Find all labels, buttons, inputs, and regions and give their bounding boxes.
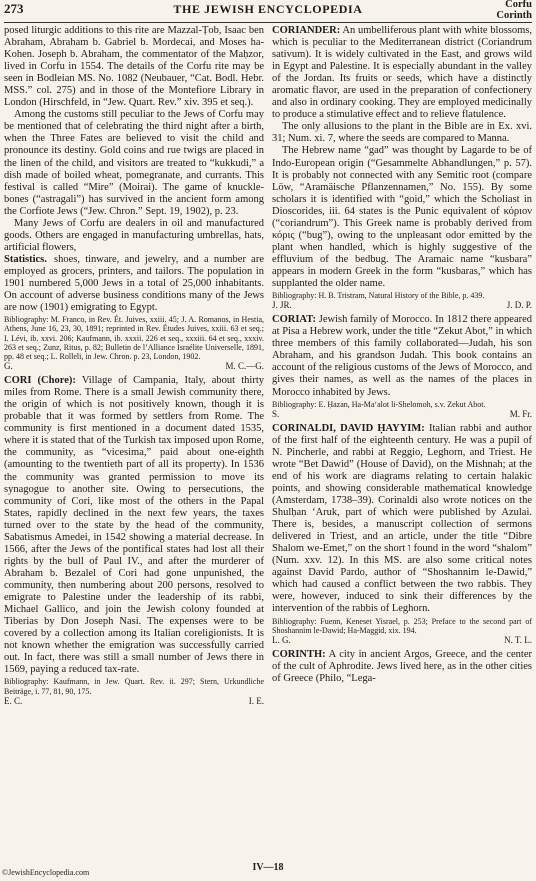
cori-article bbox=[4, 375, 264, 676]
headword-coriander: CORIANDER: bbox=[272, 25, 341, 36]
coriander-bible: The only allusions to the plant in the Bible are in Ex. xvi. 31; Num. xi. 7, where the seeds are compared to Manna. bbox=[272, 121, 532, 145]
coriat-text: Jewish family of Morocco. In 1812 there appeared at Pisa a Hebrew work, under the title “Zekut Abot,” in which three members of this family collaborated—Judah, his son Abraham, and his grandson Judah. This book contains an account of the religious customs of the Jews of Morocco, and gives their names, as well as the names of the places in Morocco inhabited by Jews. bbox=[272, 314, 533, 398]
signature-author: I. E. bbox=[248, 695, 264, 706]
corinaldi-signature bbox=[272, 635, 532, 646]
coriander-etymology: The Hebrew name “gad” was thought by Lagarde to be of Indo-European origin (“Gesammelte Abhandlungen,” p. 57). It is probably not connected with any Semitic root (compare Löw, “Aramäische Pflanzennamen,” No. 155). By some scholars it is identified with “goid,” which the Scholiast in Dioscorides, iii. 64 states is the Punic equivalent of κόριον (“coriandrum”). This Greek name is probably derived from κόρις (“bug”), owing to the unpleasant odor emitted by the plant when handled, which is highly suggestive of the effluvium of the bedbug. The Aramaic name “kusbara” appears in modern Greek in the form “kusbaras,” which has supplanted the older name. bbox=[272, 145, 532, 289]
cori-signature bbox=[4, 696, 264, 707]
left-column bbox=[4, 25, 264, 710]
right-column bbox=[272, 25, 532, 685]
signature-initials: G. bbox=[4, 361, 13, 372]
side-label-statistics: Statistics. bbox=[4, 253, 47, 265]
corfu-paragraph-customs: Among the customs still peculiar to the Jews of Corfu may be mentioned that of celebrating the third night after a birth, when the Three Fates are believed to visit the child and pronounce its destiny. Gold coins and rue twigs are placed in the linen of the child, and visitors are treated to “kukkudi,” a dish made of boiled wheat, pomegranate, and currants. This festival is called “Mire” (Moirai). The game of knuckle-bones (“astragali”) has survived in the ancient form among the Corfiote Jews (“Jew. Chron.” Sept. 19, 1902), p. 23. bbox=[4, 109, 264, 217]
coriat-signature bbox=[272, 409, 532, 420]
corinaldi-bibliography: Bibliography: Fuenn, Keneset Yisrael, p. 253; Preface to the second part of Shoshannim le-Dawid; Ha-Maggid, xix. 194. bbox=[272, 616, 532, 635]
headword-corinth: CORINTH: bbox=[272, 648, 326, 660]
coriander-text: An umbelliferous plant with white blossoms, which is peculiar to the Mediterranean district (Coriandrum sativum). It is widely cultivated in the East, and grows wild in Egypt and Palestine. It is especially abundant in the valley of the Jordan. Its fruits or seeds, which have a distinctly aromatic flavor, are used in the preparation of confectionery and also in ordinary cooking. They are employed medicinally to produce a stimulative effect and to relieve flatulence. bbox=[272, 25, 532, 121]
corfu-paragraph-rite: posed liturgic additions to this rite are Mazzal-Ṭob, Isaac ben Abraham, Abraham b. Gabriel b. Mordecai, and Moses ha-Kohen. Joseph b. Abraham, the commentator of the Maḥzor, lived in Corfu in 1554. The details of the Corfu rite may be seen in Bodleian MS. No. 1082 (Neubauer, “Cat. Bodl. Hebr. MSS.” col. 275) and in those of the Montefiore Library in London (Hirschfeld, in “Jew. Quart. Rev.” xiv. 395 et seq.). bbox=[4, 25, 264, 109]
corfu-bibliography: Bibliography: M. Franco, in Rev. Ét. Juives, xxiii. 45; J. A. Romanos, in Hestia, Athens, June 16, 23, 30, 1891; reprinted in Rev. Études Juives, xxiii. 63 et seq.; I. Lévi, ib. xxvi. 206; Kaufmann, ib. xxxii. 226 et seq., xxxiii. 64 et seq., xxxiv. 263 et seq.; Zunz, Ritus, p. 82; Bulletin de l’Alliance Israélite Universelle, 1891, pp. 48 et seq.; L. Rolleli, in Jew. Chron. p. 23, London, 1902. bbox=[4, 315, 264, 361]
signature-initials: E. C. bbox=[4, 695, 23, 706]
copyright-link[interactable]: ©JewishEncyclopedia.com bbox=[2, 868, 90, 877]
corfu-paragraph-trades: Many Jews of Corfu are dealers in oil and manufactured goods. Others are engaged in manufacturing umbrellas, hats, artificial flowers, bbox=[4, 217, 264, 253]
statistics-text: shoes, tinware, and jewelry, and a number are employed as grocers, printers, and tailors. The population in 1901 numbered 5,000 Jews in a total of 25,000 inhabitants. On account of adverse business conditions many of the Jews are now (1901) emigrating to Egypt. bbox=[4, 253, 264, 314]
coriat-bibliography: Bibliography: E. Ḥazan, Ha-Ma‘alot li-Shelomoh, s.v. Zekut Abot. bbox=[272, 399, 486, 409]
coriander-bibliography: Bibliography: H. B. Tristram, Natural History of the Bible, p. 439. bbox=[272, 291, 485, 301]
signature-author: J. D. P. bbox=[506, 300, 532, 311]
catchwords bbox=[496, 0, 532, 21]
cori-bibliography: Bibliography: Kaufmann, in Jew. Quart. Rev. ii. 297; Stern, Urkundliche Beiträge, i. 77, 81, 90, 175. bbox=[4, 677, 264, 696]
cori-text: Village of Campania, Italy, about thirty miles from Rome. There is a small Jewish community there, the origin of which is not positively known, though it is probable that it was formed by settlers from Rome. The community is first mentioned in a document dated 1535, where it is stated that of the Turkish tax imposed upon Rome, the community, as “vicesima,” paid about one-eighth (amounting to the twentieth part of all its property). In 1536 the community was granted permission to move its synagogue to another site. Owing to persecutions, the community of Cori, like most of the others in the Papal States, rapidly declined in the next few years, the taxes turned over to the state by the head of the community, Sabatismus Amedei, in 1542 showing a material decrease. In 1566, after the Jews of the pontifical states had lost all their rights by the bull of Paul IV., and after the murderer of Abraham b. Bezalel of Cori had gone unpunished, the community, then numbering about 200 persons, resolved to emigrate to Palestine under the leadership of its rabbi, Michael Gallico, and join the Jewish colony founded at Tiberias by Don Joseph Nasi. The expenses were to be covered by a collection among its Italian coreligionists. It is not known whether the emigration was successfully carried out. In fact, there was still a small number of Jews there in 1569, paying a reduced tax-rate. bbox=[4, 375, 264, 676]
corinaldi-text: Italian rabbi and author of the first half of the eighteenth century. He was a pupil of N. Pincherle, and rabbi at Reggio, Leghorn, and Triest. He wrote “Bet Dawid” (House of David), on the Mishnah; at the end of his work are diagrams relating to certain halakic points, and showing considerable mathematical knowledge (Amsterdam, 1738–39). Corinaldi also wrote notices on the Shulḥan ‘Aruk, part of which were published by Azulai. There is, besides, a manuscript collection of sermons delivered in Triest, and an article, under the title “Dibre Shalom we-Emet,” on the short ו found in the word “shalom” (Num. xxv. 12). In this MS. are also some critical notes against David Pardo, author of “Shoshannim le-Dawid,” which had caused a conflict between the two rabbis. They were, however, induced to sink their differences by the intervention of the rabbis of Leghorn. bbox=[272, 422, 532, 615]
corfu-statistics bbox=[4, 254, 264, 314]
signature-author: N. T. L. bbox=[504, 634, 532, 645]
signature-mark: IV—18 bbox=[252, 862, 284, 873]
header-rule bbox=[4, 22, 532, 23]
corinth-text: A city in ancient Argos, Greece, and the center of the cult of Aphrodite. Jews lived here, as in the other cities of Greece (Philo, “Lega- bbox=[272, 648, 533, 685]
page-number: 273 bbox=[4, 1, 24, 16]
signature-author: M. C.—G. bbox=[225, 361, 264, 372]
page-header bbox=[4, 1, 532, 23]
headword-cori: CORI (Chore): bbox=[4, 375, 76, 387]
signature-initials: L. G. bbox=[272, 634, 291, 645]
coriander-article bbox=[272, 25, 532, 121]
corfu-signature bbox=[4, 361, 264, 372]
catchword-first: Corfu bbox=[505, 0, 532, 10]
running-title: THE JEWISH ENCYCLOPEDIA bbox=[173, 2, 363, 16]
signature-author: M. Fr. bbox=[509, 408, 532, 419]
corinth-article bbox=[272, 649, 532, 685]
headword-coriat: CORIAT: bbox=[272, 314, 316, 326]
corinaldi-article bbox=[272, 423, 532, 616]
signature-initials: J. JR. bbox=[272, 300, 292, 311]
coriat-article bbox=[272, 314, 532, 398]
signature-initials: S. bbox=[272, 408, 280, 419]
coriander-signature bbox=[272, 300, 532, 311]
headword-corinaldi: CORINALDI, DAVID ḤAYYIM: bbox=[272, 422, 425, 434]
catchword-last: Corinth bbox=[496, 9, 532, 21]
